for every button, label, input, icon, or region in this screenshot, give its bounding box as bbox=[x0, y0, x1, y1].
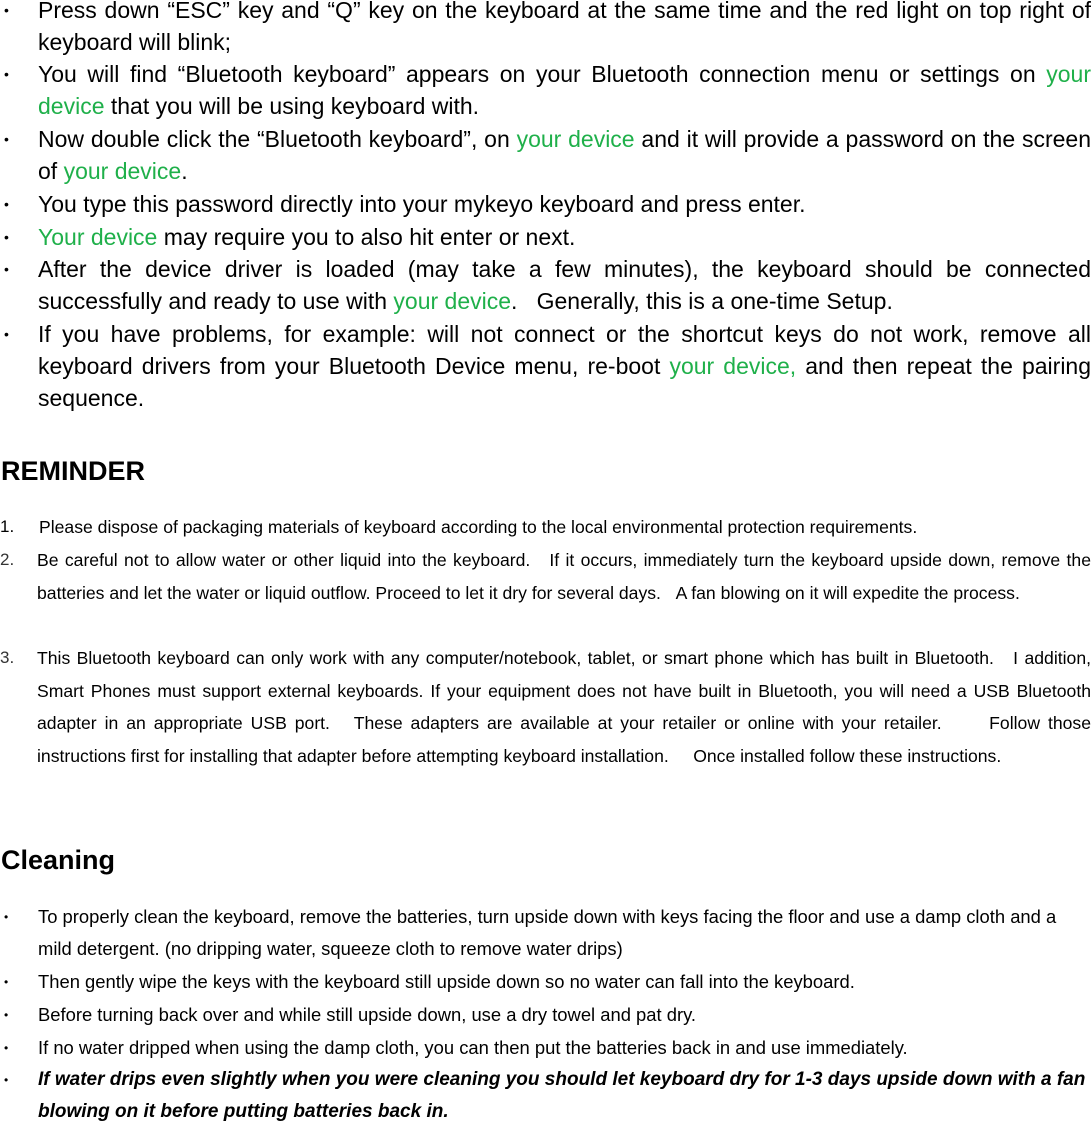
cleaning-warning-text: If water drips even slightly when you were cleaning you should let keyboard dry for 1-3 days upside down with a fan blowing on it before putting batteries back in. bbox=[38, 1069, 1086, 1122]
cleaning-item-text: Before turning back over and while still upside down, use a dry towel and pat dry. bbox=[38, 1004, 697, 1025]
pairing-step-text: You type this password directly into your mykeyo keyboard and press enter. bbox=[38, 191, 806, 217]
cleaning-item-text: To properly clean the keyboard, remove the batteries, turn upside down with keys facing the floor and use a damp cloth and a mild detergent. (no dripping water, squeeze cloth to remove water drips) bbox=[38, 906, 1057, 959]
your-device-highlight: your device bbox=[516, 126, 635, 152]
pairing-step-text: Now double click the “Bluetooth keyboard”, on your device and it will provide a password on the screen of your device. bbox=[38, 126, 1091, 184]
reminder-item-text: Please dispose of packaging materials of keyboard according to the local environmental protection requirements. bbox=[39, 517, 918, 537]
bullet-icon: • bbox=[4, 326, 9, 342]
bullet-icon: • bbox=[4, 1008, 9, 1022]
your-device-highlight: your device bbox=[63, 158, 182, 184]
item-number: 2. bbox=[0, 550, 15, 569]
pairing-step-text: After the device driver is loaded (may take a few minutes), the keyboard should be connected successfully and ready to use with your device. Generally, this is a one-time Setup. bbox=[38, 256, 1091, 314]
pairing-step-text: Your device may require you to also hit enter or next. bbox=[38, 224, 576, 250]
your-device-highlight: your device bbox=[38, 61, 1091, 119]
cleaning-item-text: If no water dripped when using the damp cloth, you can then put the batteries back in and use immediately. bbox=[38, 1037, 908, 1058]
pairing-step-text: You will find “Bluetooth keyboard” appears on your Bluetooth connection menu or settings on your device that you will be using keyboard with. bbox=[38, 61, 1091, 119]
your-device-highlight: your device bbox=[393, 288, 512, 314]
item-number: 1. bbox=[0, 517, 15, 536]
bullet-icon: • bbox=[4, 261, 9, 277]
bullet-icon: • bbox=[4, 910, 9, 924]
item-number: 3. bbox=[0, 648, 15, 667]
bullet-icon: • bbox=[4, 196, 9, 212]
bullet-icon: • bbox=[4, 1041, 9, 1055]
bullet-icon: • bbox=[4, 2, 9, 18]
reminder-item-text: Be careful not to allow water or other liquid into the keyboard. If it occurs, immediately turn the keyboard upside down, remove the batteries and let the water or liquid outflow. Proceed to let it dry for several days. A fan blowing on it will expedite the process. bbox=[37, 550, 1091, 603]
your-device-highlight: Your device bbox=[38, 224, 158, 250]
bullet-icon: • bbox=[4, 66, 9, 82]
bullet-icon: • bbox=[4, 975, 9, 989]
pairing-step-text: Press down “ESC” key and “Q” key on the keyboard at the same time and the red light on top right of keyboard will blink; bbox=[38, 0, 1091, 55]
reminder-heading: REMINDER bbox=[1, 456, 146, 486]
bullet-icon: • bbox=[4, 229, 9, 245]
cleaning-heading: Cleaning bbox=[1, 845, 116, 875]
reminder-item-text: This Bluetooth keyboard can only work with any computer/notebook, tablet, or smart phone which has built in Bluetooth. I addition, Smart Phones must support external keyboards. If your equipment does not have built in Bluetooth, you will need a USB Bluetooth adapter in an appropriate USB port. These adapters are available at your retailer or online with your retailer. Follow those instructions first for installing that adapter before attempting keyboard installation. Once installed follow these instructions. bbox=[37, 648, 1091, 766]
cleaning-item-text: Then gently wipe the keys with the keyboard still upside down so no water can fall into the keyboard. bbox=[38, 971, 855, 992]
bullet-icon: • bbox=[4, 1073, 9, 1087]
pairing-step-text: If you have problems, for example: will not connect or the shortcut keys do not work, remove all keyboard drivers from your Bluetooth Device menu, re-boot your device, and then repeat the pairing sequence. bbox=[38, 321, 1091, 411]
your-device-highlight: your device, bbox=[669, 353, 797, 379]
bullet-icon: • bbox=[4, 131, 9, 147]
